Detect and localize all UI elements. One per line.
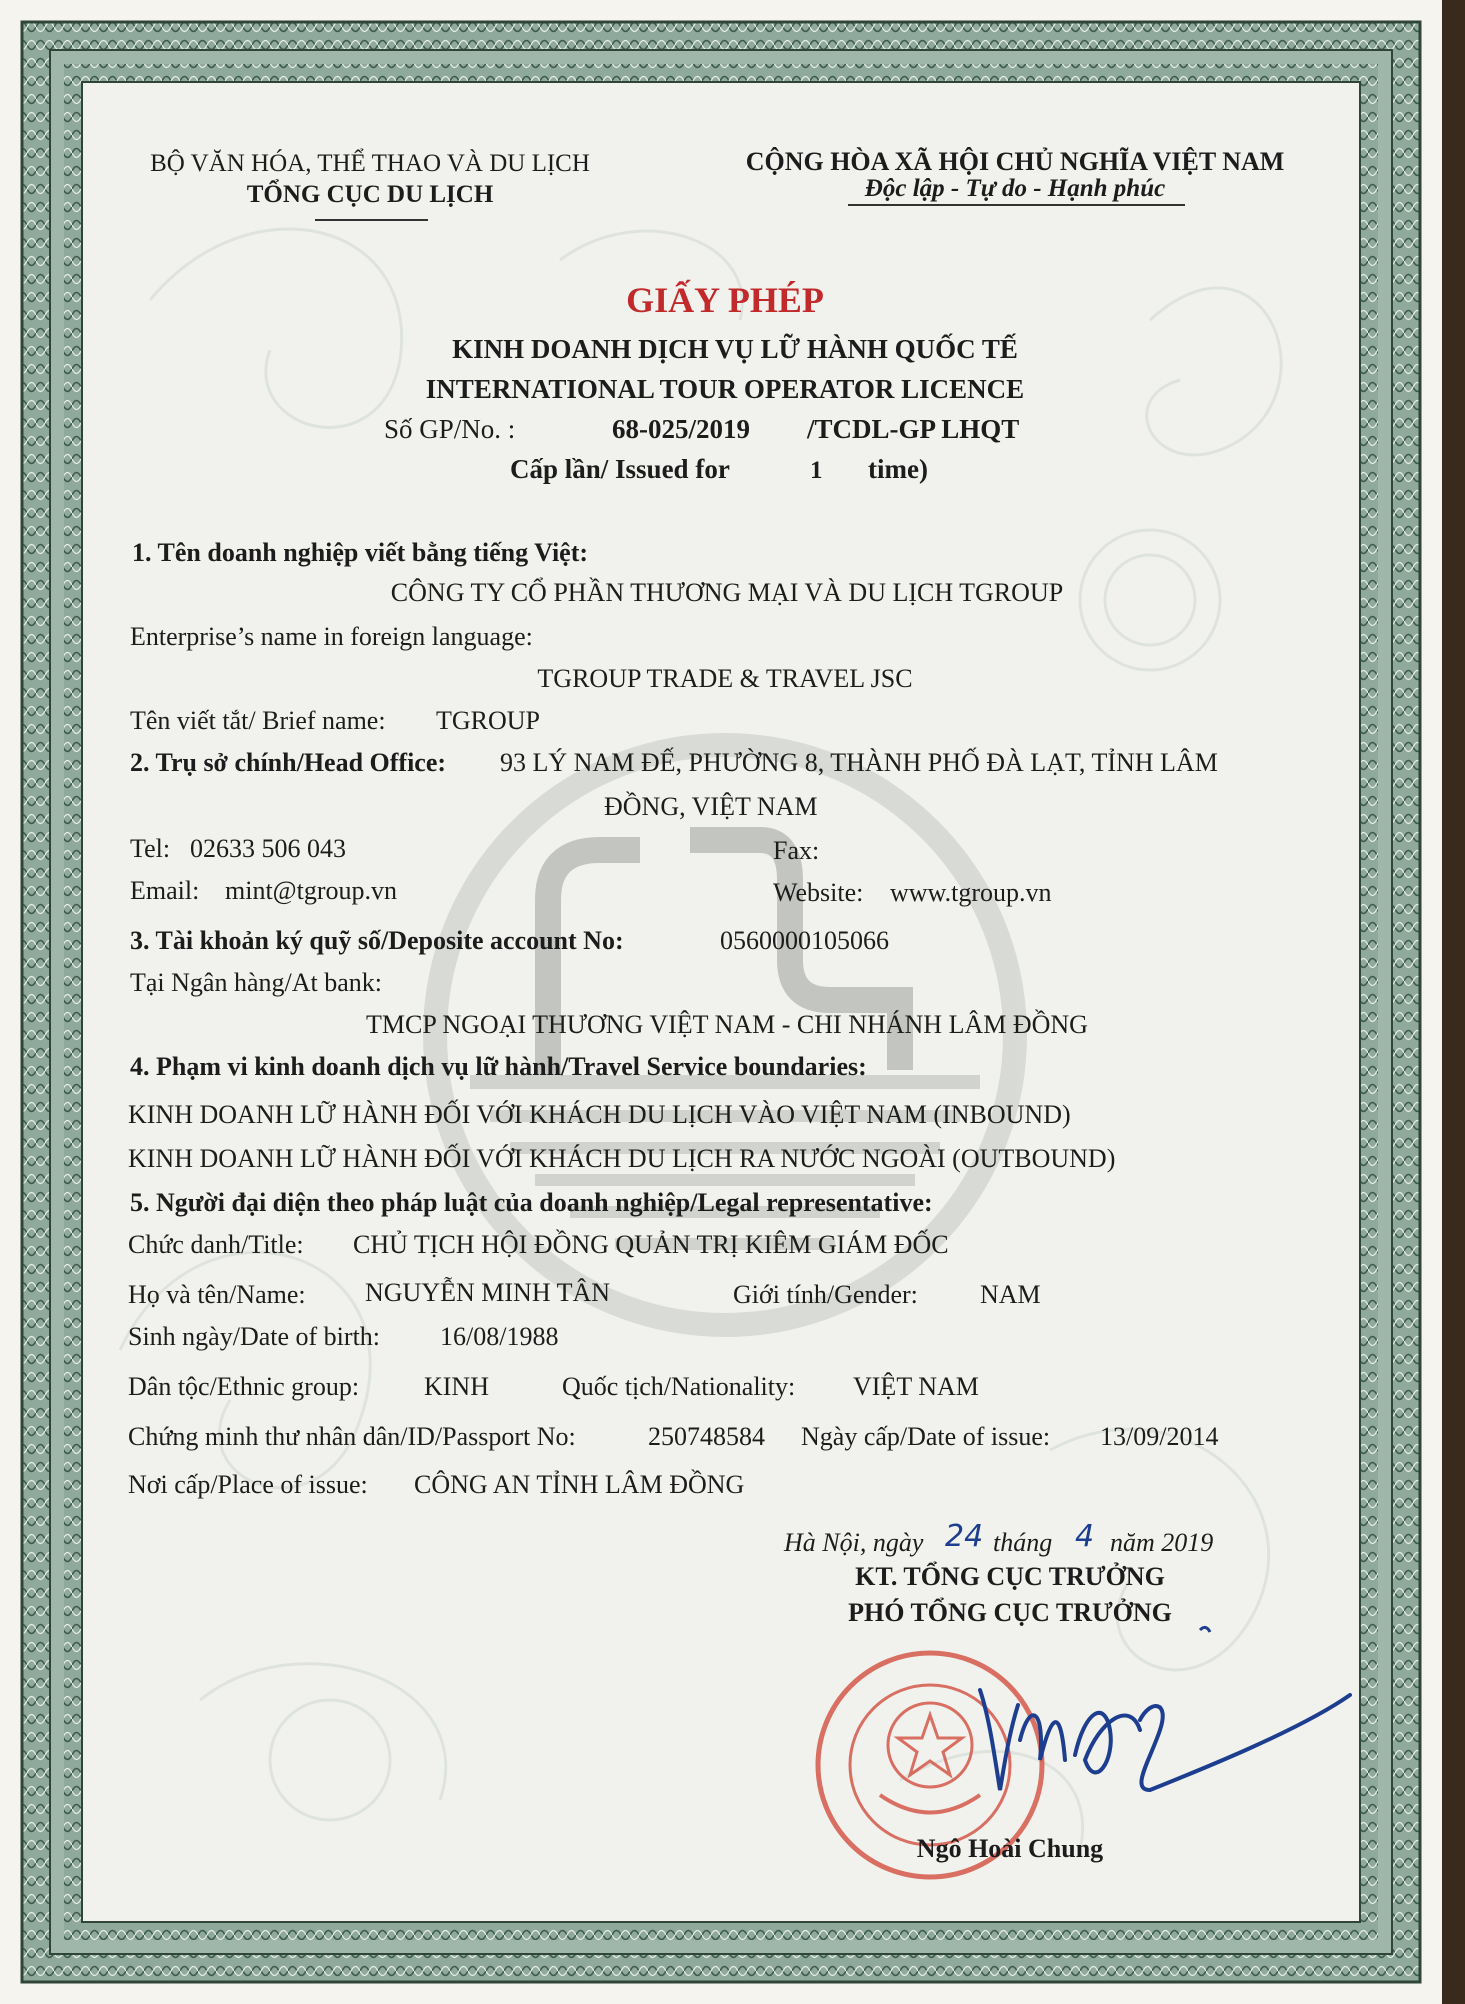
brief-name-label: Tên viết tắt/ Brief name: xyxy=(130,706,386,735)
licence-no-label: Số GP/No. : xyxy=(384,414,516,444)
rep-title-label: Chức danh/Title: xyxy=(128,1230,304,1259)
sign-month-label: tháng xyxy=(993,1528,1053,1557)
title-en: INTERNATIONAL TOUR OPERATOR LICENCE xyxy=(425,374,1025,404)
rep-dob-label: Sinh ngày/Date of birth: xyxy=(128,1322,381,1351)
title-vn: KINH DOANH DỊCH VỤ LỮ HÀNH QUỐC TẾ xyxy=(452,334,1018,364)
rep-nationality-value: VIỆT NAM xyxy=(853,1372,979,1401)
company-name-vn: CÔNG TY CỔ PHẦN THƯƠNG MẠI VÀ DU LỊCH TGROUP xyxy=(390,578,1064,607)
rep-issue-place-value: CÔNG AN TỈNH LÂM ĐỒNG xyxy=(414,1470,745,1499)
deposit-account: 0560000105066 xyxy=(720,926,889,955)
rep-dob-value: 16/08/1988 xyxy=(440,1322,559,1351)
issued-suffix: time) xyxy=(868,454,928,484)
rep-id-label: Chứng minh thư nhân dân/ID/Passport No: xyxy=(128,1422,576,1451)
issued-label: Cấp lần/ Issued for xyxy=(510,454,730,484)
department-name: TỔNG CỤC DU LỊCH xyxy=(246,181,494,208)
rep-issue-date-label: Ngày cấp/Date of issue: xyxy=(801,1422,1051,1451)
licence-no-suffix: /TCDL-GP LHQT xyxy=(807,414,1020,444)
sign-place-prefix: Hà Nội, ngày xyxy=(784,1528,924,1557)
bank-value: TMCP NGOẠI THƯƠNG VIỆT NAM - CHI NHÁNH LÂM ĐỒNG xyxy=(366,1010,1088,1039)
email-label: Email: xyxy=(130,876,200,905)
sign-year: năm 2019 xyxy=(1110,1528,1214,1557)
scope-inbound: KINH DOANH LỮ HÀNH ĐỐI VỚI KHÁCH DU LỊCH VÀO VIỆT NAM (INBOUND) xyxy=(128,1100,1071,1129)
website-label: Website: xyxy=(773,878,864,907)
email-value: mint@tgroup.vn xyxy=(225,876,397,905)
rep-ethnic-value: KINH xyxy=(424,1372,489,1401)
rep-issue-place-label: Nơi cấp/Place of issue: xyxy=(128,1470,368,1499)
scope-outbound: KINH DOANH LỮ HÀNH ĐỐI VỚI KHÁCH DU LỊCH RA NƯỚC NGOÀI (OUTBOUND) xyxy=(128,1144,1116,1173)
foreign-name-label: Enterprise’s name in foreign language: xyxy=(130,622,533,651)
section5-heading: 5. Người đại diện theo pháp luật của doanh nghiệp/Legal representative: xyxy=(130,1188,933,1217)
tel-value: 02633 506 043 xyxy=(190,834,346,863)
website-value: www.tgroup.vn xyxy=(890,878,1052,907)
issued-count: 1 xyxy=(810,457,823,484)
rep-gender-value: NAM xyxy=(980,1280,1041,1309)
rep-name-value: NGUYỄN MINH TÂN xyxy=(365,1278,611,1307)
rep-name-label: Họ và tên/Name: xyxy=(128,1280,306,1309)
address-line-1: 93 LÝ NAM ĐẾ, PHƯỜNG 8, THÀNH PHỐ ĐÀ LẠT, TỈNH LÂM xyxy=(500,748,1218,777)
brief-name-value: TGROUP xyxy=(436,706,541,735)
tel-label: Tel: xyxy=(130,834,171,863)
licence-no-value: 68-025/2019 xyxy=(612,414,750,444)
national-motto: Độc lập - Tự do - Hạnh phúc xyxy=(864,175,1166,202)
section4-heading: 4. Phạm vi kinh doanh dịch vụ lữ hành/Travel Service boundaries: xyxy=(130,1052,867,1081)
republic-name: CỘNG HÒA XÃ HỘI CHỦ NGHĨA VIỆT NAM xyxy=(745,147,1285,176)
address-line-2: ĐỒNG, VIỆT NAM xyxy=(604,792,818,821)
rep-title-value: CHỦ TỊCH HỘI ĐỒNG QUẢN TRỊ KIÊM GIÁM ĐỐC xyxy=(353,1230,949,1259)
rep-nationality-label: Quốc tịch/Nationality: xyxy=(562,1372,796,1401)
signer-name: Ngô Hoài Chung xyxy=(916,1834,1104,1863)
document-title: GIẤY PHÉP xyxy=(626,280,824,320)
company-name-foreign: TGROUP TRADE & TRAVEL JSC xyxy=(537,664,913,693)
ministry-name: BỘ VĂN HÓA, THỂ THAO VÀ DU LỊCH xyxy=(150,150,590,177)
sign-day: 24 xyxy=(945,1519,984,1554)
signer-role-2: PHÓ TỔNG CỤC TRƯỞNG xyxy=(848,1598,1172,1627)
rep-id-value: 250748584 xyxy=(648,1422,765,1451)
rep-ethnic-label: Dân tộc/Ethnic group: xyxy=(128,1372,360,1401)
section1-heading: 1. Tên doanh nghiệp viết bằng tiếng Việt: xyxy=(132,538,589,567)
sign-month: 4 xyxy=(1075,1519,1095,1554)
section2-heading: 2. Trụ sở chính/Head Office: xyxy=(130,748,447,777)
bank-label: Tại Ngân hàng/At bank: xyxy=(130,968,382,997)
section3-heading: 3. Tài khoản ký quỹ số/Deposite account No: xyxy=(130,926,624,955)
rep-issue-date-value: 13/09/2014 xyxy=(1100,1422,1219,1451)
rep-gender-label: Giới tính/Gender: xyxy=(733,1280,918,1309)
fax-label: Fax: xyxy=(773,836,820,865)
signer-role-1: KT. TỔNG CỤC TRƯỞNG xyxy=(855,1562,1165,1591)
